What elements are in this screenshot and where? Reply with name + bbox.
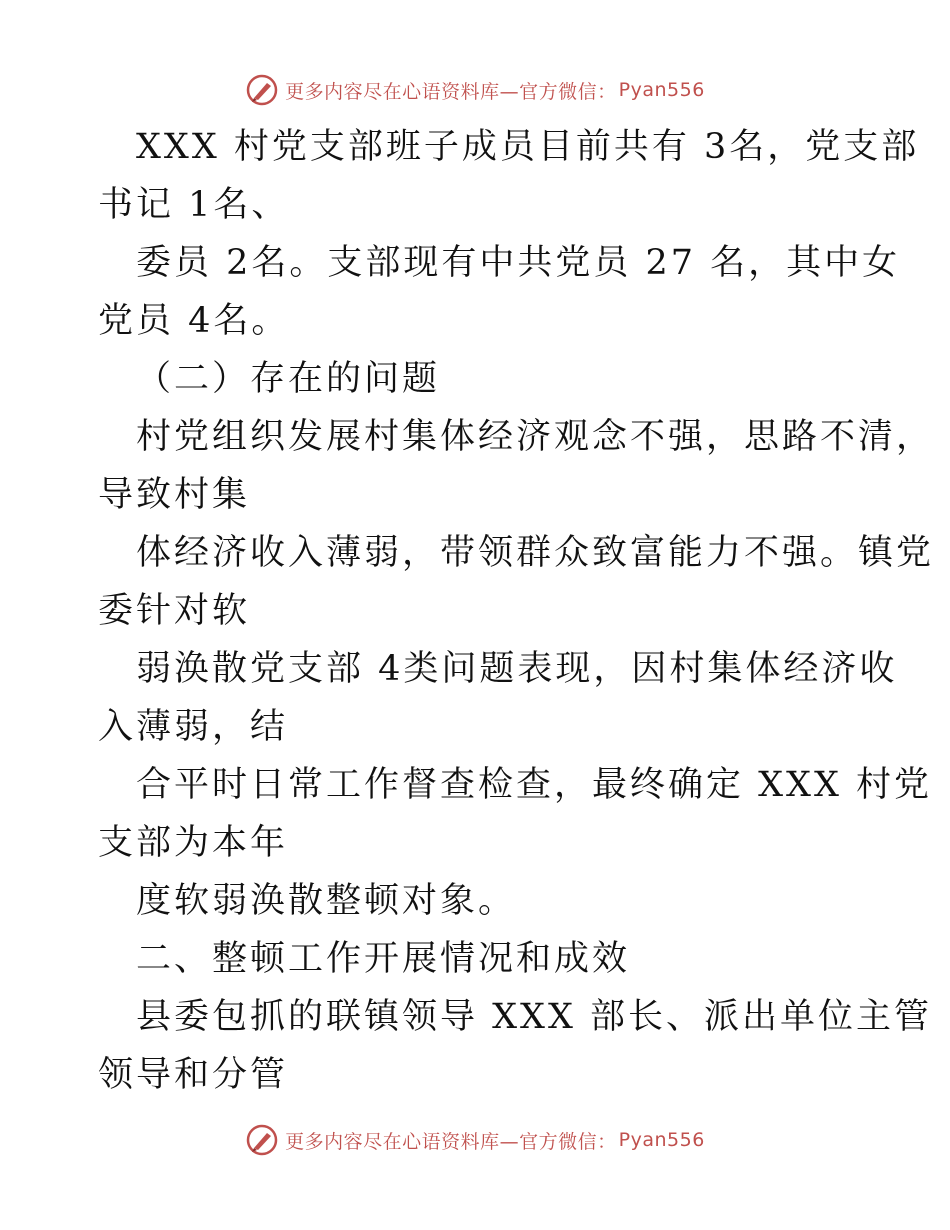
text-line: 支部为本年 bbox=[98, 823, 289, 863]
text-line: 委针对软 bbox=[98, 591, 251, 631]
text-line: 合平时日常工作督查检查，最终确定 XXX 村党 bbox=[136, 765, 933, 805]
banner-wechat-id: Pyan556 bbox=[618, 1129, 705, 1151]
text-line: 体经济收入薄弱，带领群众致富能力不强。镇党 bbox=[136, 533, 935, 573]
header-watermark-banner bbox=[0, 70, 950, 110]
pen-logo-icon bbox=[245, 73, 279, 107]
text-line: 党员 4名。 bbox=[98, 301, 290, 341]
text-line: （二）存在的问题 bbox=[136, 359, 441, 399]
text-line: 二、整顿工作开展情况和成效 bbox=[136, 939, 631, 979]
text-line: 村党组织发展村集体经济观念不强，思路不清， bbox=[136, 417, 935, 457]
text-line: 弱涣散党支部 4类问题表现，因村集体经济收 bbox=[136, 649, 898, 689]
text-line: 导致村集 bbox=[98, 475, 251, 515]
text-line: 县委包抓的联镇领导 XXX 部长、派出单位主管 bbox=[136, 997, 933, 1037]
text-line: 入薄弱，结 bbox=[98, 707, 289, 747]
banner-site-text: 更多内容尽在心语资料库—官方微信： bbox=[285, 80, 617, 103]
footer-watermark-banner bbox=[0, 1120, 950, 1160]
document-body bbox=[98, 118, 935, 1104]
text-line: 书记 1名、 bbox=[98, 185, 290, 225]
text-line: 领导和分管 bbox=[98, 1055, 289, 1095]
pen-logo-icon bbox=[245, 1123, 279, 1157]
text-line: 度软弱涣散整顿对象。 bbox=[136, 881, 517, 921]
text-line: 委员 2名。支部现有中共党员 27 名，其中女 bbox=[136, 243, 901, 283]
text-line: XXX 村党支部班子成员目前共有 3名，党支部 bbox=[136, 127, 920, 167]
banner-wechat-id: Pyan556 bbox=[618, 79, 705, 101]
banner-site-text: 更多内容尽在心语资料库—官方微信： bbox=[285, 1130, 617, 1153]
